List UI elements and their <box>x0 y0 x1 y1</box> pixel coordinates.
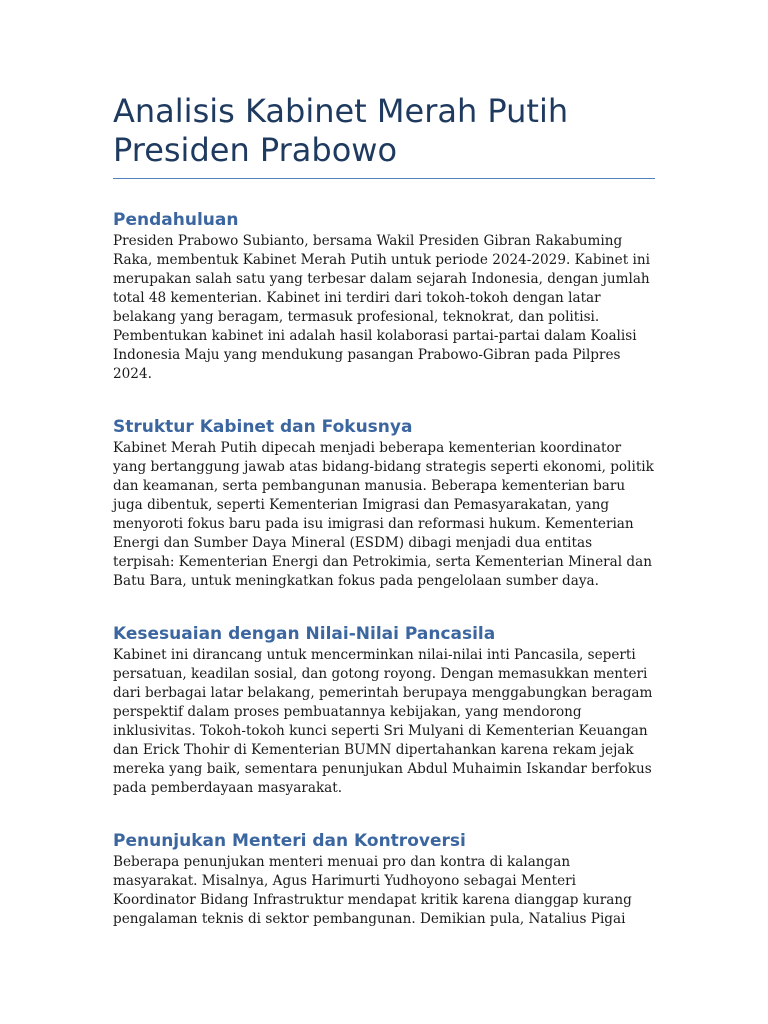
section-kesesuaian-pancasila <box>113 624 655 798</box>
section-heading: Pendahuluan <box>113 210 239 230</box>
section-paragraph: Beberapa penunjukan menteri menuai pro dan kontra di kalangan masyarakat. Misalnya, Agus Harimurti Yudhoyono sebagai Menteri Koordinator Bidang Infrastruktur mendapat kritik karena dianggap kurang pengalaman teknis di sektor pembangunan. Demikian pula, Natalius Pigai <box>113 854 632 927</box>
section-paragraph: Kabinet ini dirancang untuk mencerminkan nilai-nilai inti Pancasila, seperti persatuan, keadilan sosial, dan gotong royong. Dengan memasukkan menteri dari berbagai latar belakang, pemerintah berupaya menggabungkan beragam perspektif dalam proses pembuatannya kebijakan, yang mendorong inklusivitas. Tokoh-tokoh kunci seperti Sri Mulyani di Kementerian Keuangan dan Erick Thohir di Kementerian BUMN dipertahankan karena rekam jejak mereka yang baik, sementara penunjukan Abdul Muhaimin Iskandar berfokus pada pemberdayaan masyarakat. <box>113 647 653 796</box>
section-struktur-kabinet <box>113 417 655 591</box>
section-penunjukan-menteri <box>113 831 655 929</box>
section-paragraph: Kabinet Merah Putih dipecah menjadi beberapa kementerian koordinator yang bertanggung jawab atas bidang-bidang strategis seperti ekonomi, politik dan keamanan, serta pembangunan manusia. Beberapa kementerian baru juga dibentuk, seperti Kementerian Imigrasi dan Pemasyarakatan, yang menyoroti fokus baru pada isu imigrasi dan reformasi hukum. Kementerian Energi dan Sumber Daya Mineral (ESDM) dibagi menjadi dua entitas terpisah: Kementerian Energi dan Petrokimia, serta Kementerian Mineral dan Batu Bara, untuk meningkatkan fokus pada pengelolaan sumber daya. <box>113 440 654 589</box>
section-heading: Struktur Kabinet dan Fokusnya <box>113 417 413 437</box>
section-heading: Penunjukan Menteri dan Kontroversi <box>113 831 466 851</box>
document-page <box>113 90 655 929</box>
section-pendahuluan <box>113 210 655 384</box>
title-divider <box>113 178 655 179</box>
section-heading: Kesesuaian dengan Nilai-Nilai Pancasila <box>113 624 496 644</box>
section-paragraph: Presiden Prabowo Subianto, bersama Wakil Presiden Gibran Rakabuming Raka, membentuk Kabinet Merah Putih untuk periode 2024-2029. Kabinet ini merupakan salah satu yang terbesar dalam sejarah Indonesia, dengan jumlah total 48 kementerian. Kabinet ini terdiri dari tokoh-tokoh dengan latar belakang yang beragam, termasuk profesional, teknokrat, dan politisi. Pembentukan kabinet ini adalah hasil kolaborasi partai-partai dalam Koalisi Indonesia Maju yang mendukung pasangan Prabowo-Gibran pada Pilpres 2024. <box>113 233 650 382</box>
document-title: Analisis Kabinet Merah Putih Presiden Prabowo <box>113 92 569 169</box>
